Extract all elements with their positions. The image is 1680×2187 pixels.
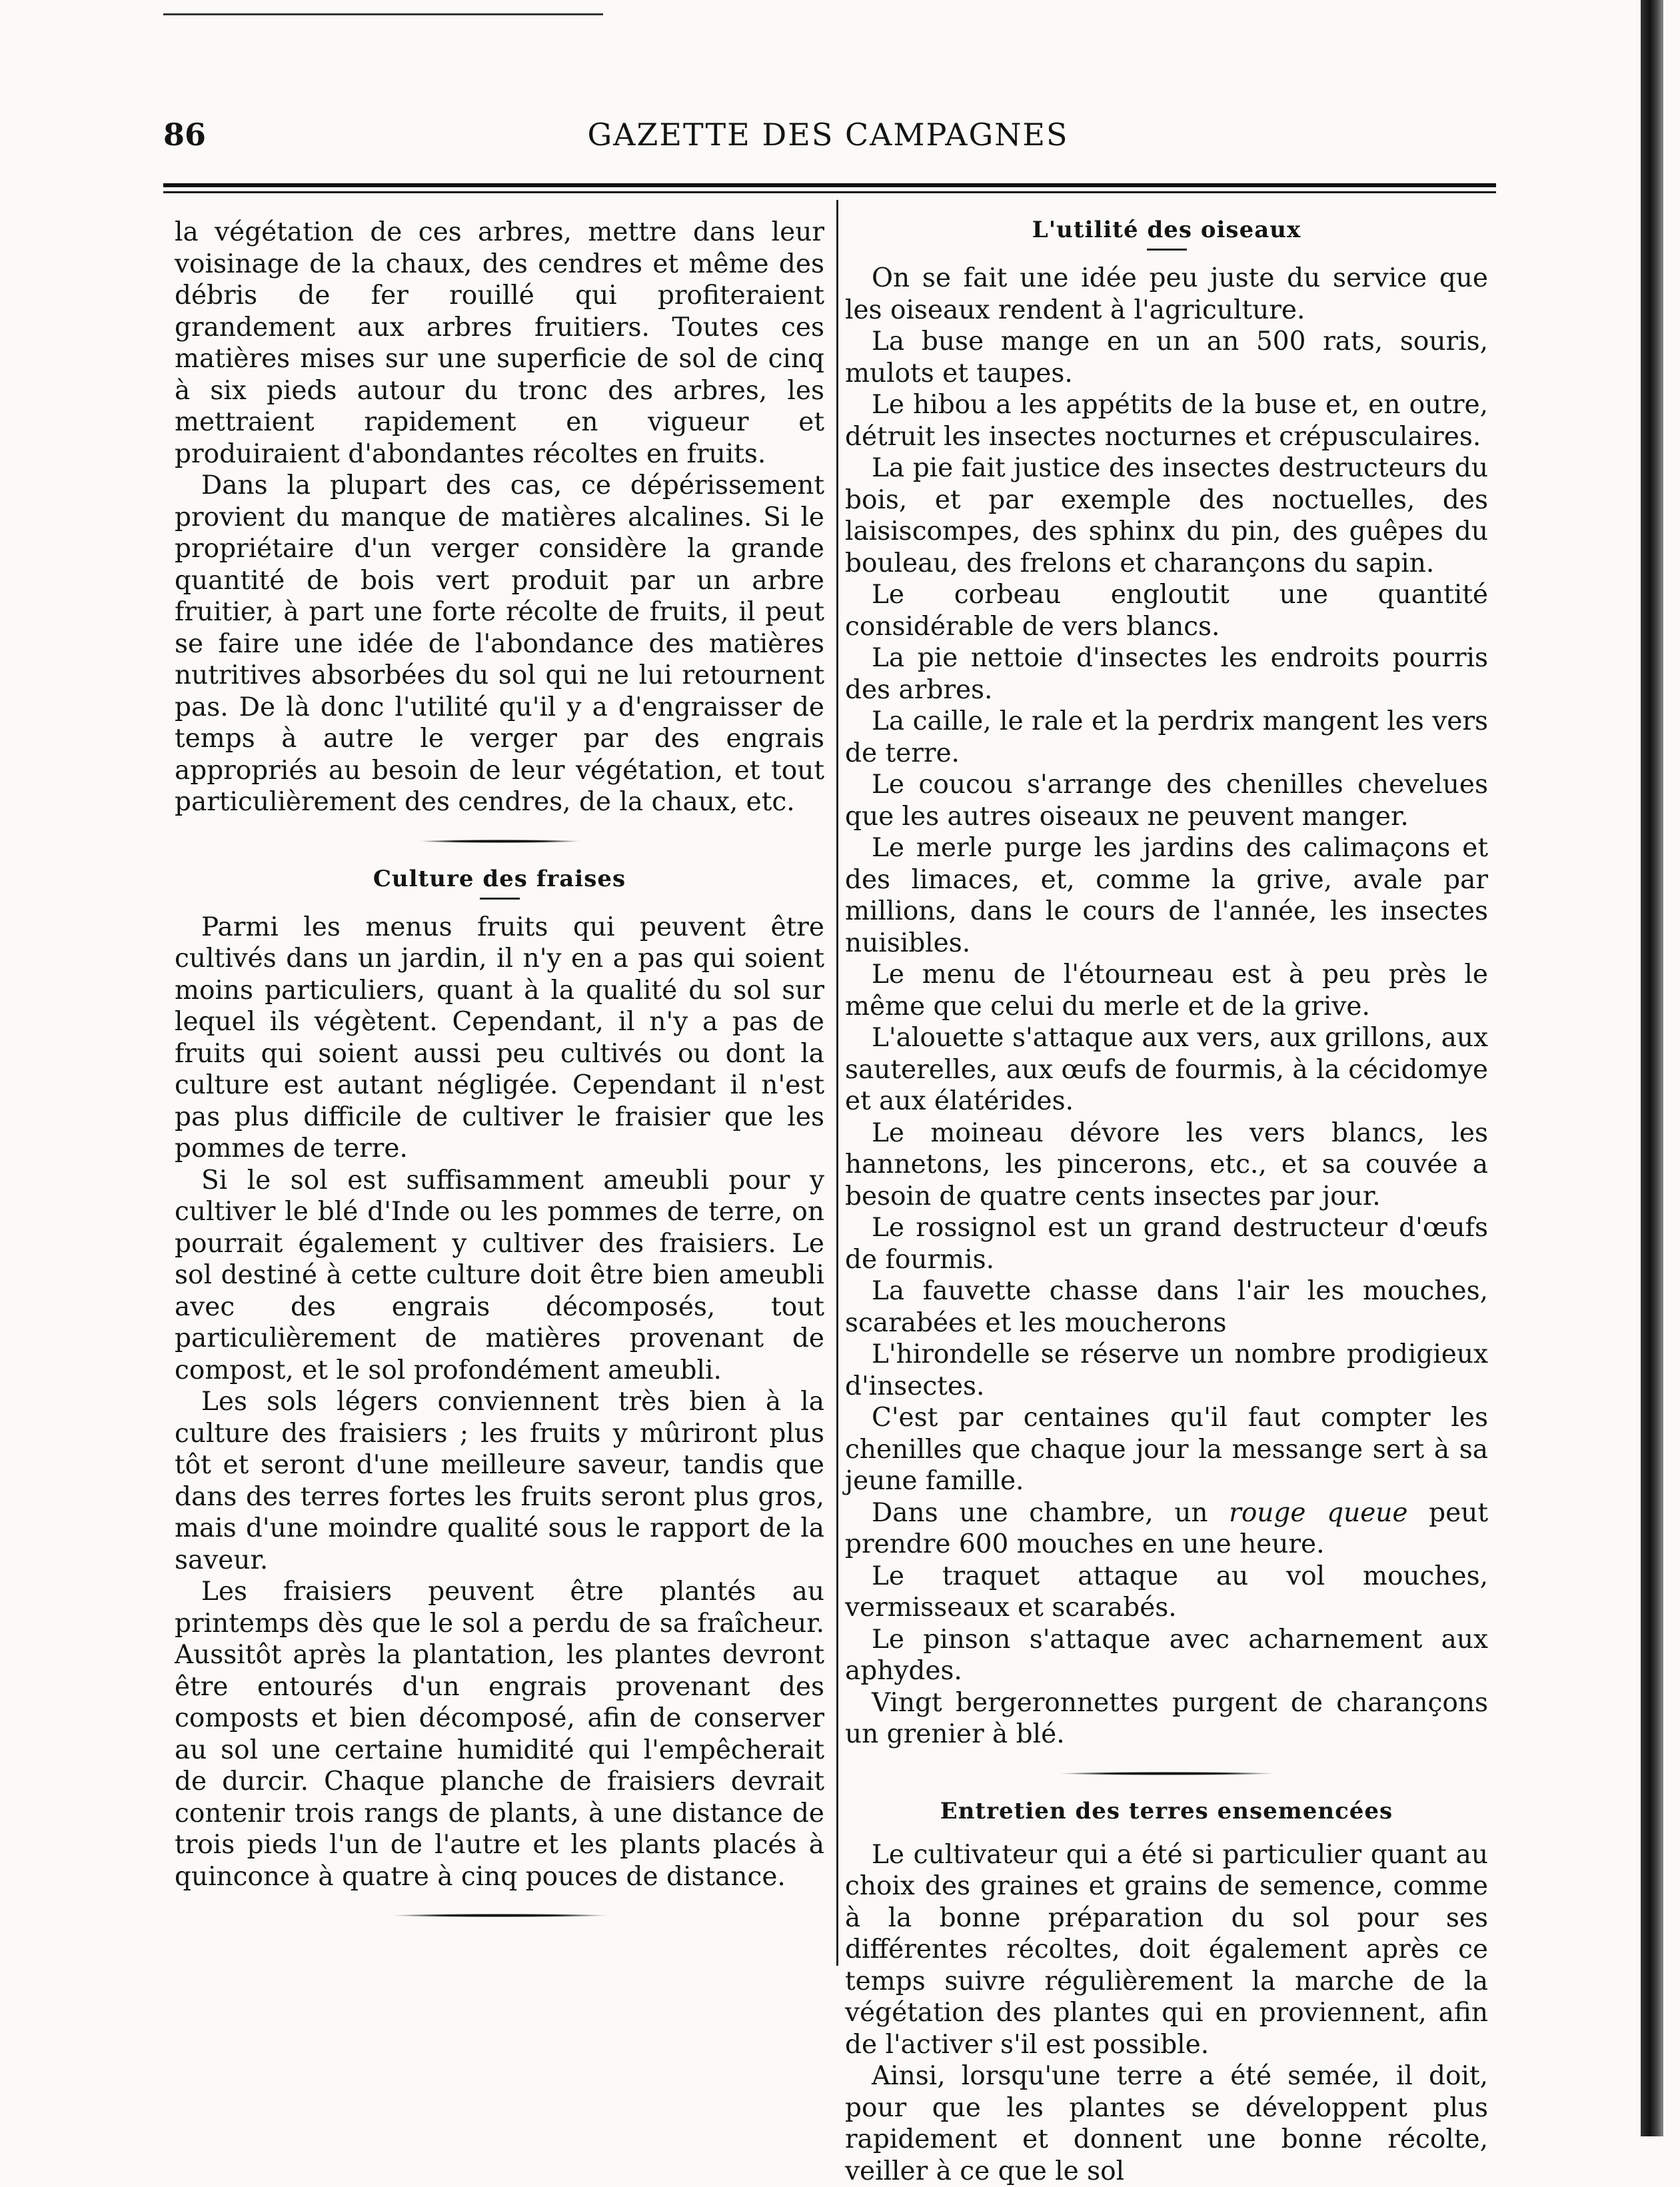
end-separator — [393, 1914, 606, 1917]
spacer — [845, 1824, 1488, 1839]
left-column — [175, 217, 824, 1940]
paragraph: Le corbeau engloutit une quantité considérable de vers blancs. — [845, 580, 1488, 642]
header-rule-thick — [163, 183, 1496, 187]
text-run: Dans une chambre, un — [872, 1497, 1230, 1528]
paragraph: Les fraisiers peuvent être plantés au printemps dès que le sol a perdu de sa fraîcheur. Aussitôt après la plantation, les plantes devront être entourés d'un engrais provenant des composts et bien décomposé, afin de conserver au sol une certaine humidité qui l'empêcherait de durcir. Chaque planche de fraisiers devrait contenir trois rangs de plants, à une distance de trois pieds l'un de l'autre et les plants placés à quinconce à quatre à cinq pouces de distance. — [175, 1577, 824, 1892]
page-number: 86 — [163, 117, 207, 153]
paragraph: Parmi les menus fruits qui peuvent être cultivés dans un jardin, il n'y en a pas qui soient moins particuliers, quant à la qualité du sol sur lequel ils végètent. Cependant, il n'y a pas de fruits qui soient aussi peu cultivés ou dont la culture est autant négligée. Cependant il n'est pas plus difficile de cultiver le fraisier que les pommes de terre. — [175, 912, 824, 1163]
paragraph: Le moineau dévore les vers blancs, les hannetons, les pincerons, etc., et sa couvée a besoin de quatre cents insectes par jour. — [845, 1117, 1488, 1211]
page-header — [163, 117, 1493, 163]
italic-run: rouge queue — [1229, 1497, 1408, 1528]
section-separator — [420, 840, 580, 843]
paragraph: Si le sol est suffisamment ameubli pour y cultiver le blé d'Inde ou les pommes de terre, on pourrait également y cultiver des fraisiers. Le sol destiné à cette culture doit être bien ameubli avec des engrais décomposés, tout particulièrement de matières provenant de compost, et le sol profondément ameubli. — [175, 1165, 824, 1385]
column-divider — [836, 200, 838, 1966]
binding-edge — [1641, 0, 1663, 2136]
paragraph: la végétation de ces arbres, mettre dans leur voisinage de la chaux, des cendres et même des débris de fer rouillé qui profiteraient grandement aux arbres fruitiers. Toutes ces matières mises sur une superficie de sol de cinq à six pieds autour du tronc des arbres, les mettraient rapidement en vigueur et produiraient d'abondantes récoltes en fruits. — [175, 217, 824, 469]
paragraph: L'hirondelle se réserve un nombre prodigieux d'insectes. — [845, 1339, 1488, 1401]
publication-title: GAZETTE DES CAMPAGNES — [587, 117, 1069, 153]
paragraph: La pie nettoie d'insectes les endroits pourris des arbres. — [845, 643, 1488, 705]
section-title-oiseaux: L'utilité des oiseaux — [1032, 217, 1301, 243]
paragraph: Dans la plupart des cas, ce dépérissement provient du manque de matières alcalines. Si le propriétaire d'un verger considère la grande quantité de bois vert produit par un arbre fruitier, à part une forte récolte de fruits, il peut se faire une idée de l'abondance des matières nutritives absorbées du sol qui ne lui retournent pas. De là donc l'utilité qu'il y a d'engraisser de temps à autre le verger par des engrais appropriés au besoin de leur végétation, et tout particulièrement des cendres, de la chaux, etc. — [175, 470, 824, 817]
paragraph: Le cultivateur qui a été si particulier quant au choix des graines et grains de semence, comme à la bonne préparation du sol pour ses différentes récoltes, doit également après ce temps suivre régulièrement la marche de la végétation des plantes qui en proviennent, afin de l'activer s'il est possible. — [845, 1839, 1488, 2060]
paragraph: La pie fait justice des insectes destructeurs du bois, et par exemple des noctuelles, des laisiscompes, des sphinx du pin, des guêpes du bouleau, des frelons et charançons du sapin. — [845, 453, 1488, 578]
paragraph: Le coucou s'arrange des chenilles chevelues que les autres oiseaux ne peuvent manger. — [845, 770, 1488, 832]
title-dash — [1147, 249, 1187, 251]
paragraph: Les sols légers conviennent très bien à la culture des fraisiers ; les fruits y mûriront plus tôt et seront d'une meilleure saveur, tandis que dans des terres fortes les fruits seront plus gros, mais d'une moindre qualité sous le rapport de la saveur. — [175, 1387, 824, 1575]
paragraph: L'alouette s'attaque aux vers, aux grillons, aux sauterelles, aux œufs de fourmis, à la cécidomye et aux élatérides. — [845, 1023, 1488, 1116]
paragraph: La caille, le rale et la perdrix mangent les vers de terre. — [845, 706, 1488, 768]
paragraph: Le hibou a les appétits de la buse et, en outre, détruit les insectes nocturnes et crépusculaires. — [845, 390, 1488, 452]
right-column — [845, 217, 1488, 2187]
paragraph: Ainsi, lorsqu'une terre a été semée, il doit, pour que les plantes se développent plus rapidement et donnent une bonne récolte, veiller à ce que le sol — [845, 2061, 1488, 2186]
paragraph: Vingt bergeronnettes purgent de charançons un grenier à blé. — [845, 1687, 1488, 1749]
paragraph: Le menu de l'étourneau est à peu près le même que celui du merle et de la grive. — [845, 960, 1488, 1022]
paragraph: C'est par centaines qu'il faut compter les chenilles que chaque jour la messange sert à sa jeune famille. — [845, 1403, 1488, 1496]
top-rule — [163, 13, 603, 15]
paragraph-rouge-queue — [845, 1497, 1488, 1561]
paragraph: Le traquet attaque au vol mouches, vermisseaux et scarabés. — [845, 1561, 1488, 1623]
title-dash — [480, 898, 520, 900]
section-title-fraises: Culture des fraises — [373, 865, 626, 892]
paragraph: Le merle purge les jardins des calimaçons et des limaces, et, comme la grive, avale par millions, dans le cours de l'année, les insectes nuisibles. — [845, 833, 1488, 958]
paragraph: La fauvette chasse dans l'air les mouches, scarabées et les moucherons — [845, 1276, 1488, 1338]
paragraph: Le pinson s'attaque avec acharnement aux aphydes. — [845, 1624, 1488, 1686]
text-run: peut prendre 600 mouches en une heure. — [845, 1497, 1489, 1559]
header-rule-thin — [163, 191, 1496, 193]
paragraph: La buse mange en un an 500 rats, souris, mulots et taupes. — [845, 327, 1488, 388]
section-title-entretien: Entretien des terres ensemencées — [940, 1797, 1393, 1824]
paragraph: On se fait une idée peu juste du service que les oiseaux rendent à l'agriculture. — [845, 263, 1488, 325]
paragraph: Le rossignol est un grand destructeur d'œufs de fourmis. — [845, 1213, 1488, 1275]
section-separator — [1060, 1772, 1273, 1775]
